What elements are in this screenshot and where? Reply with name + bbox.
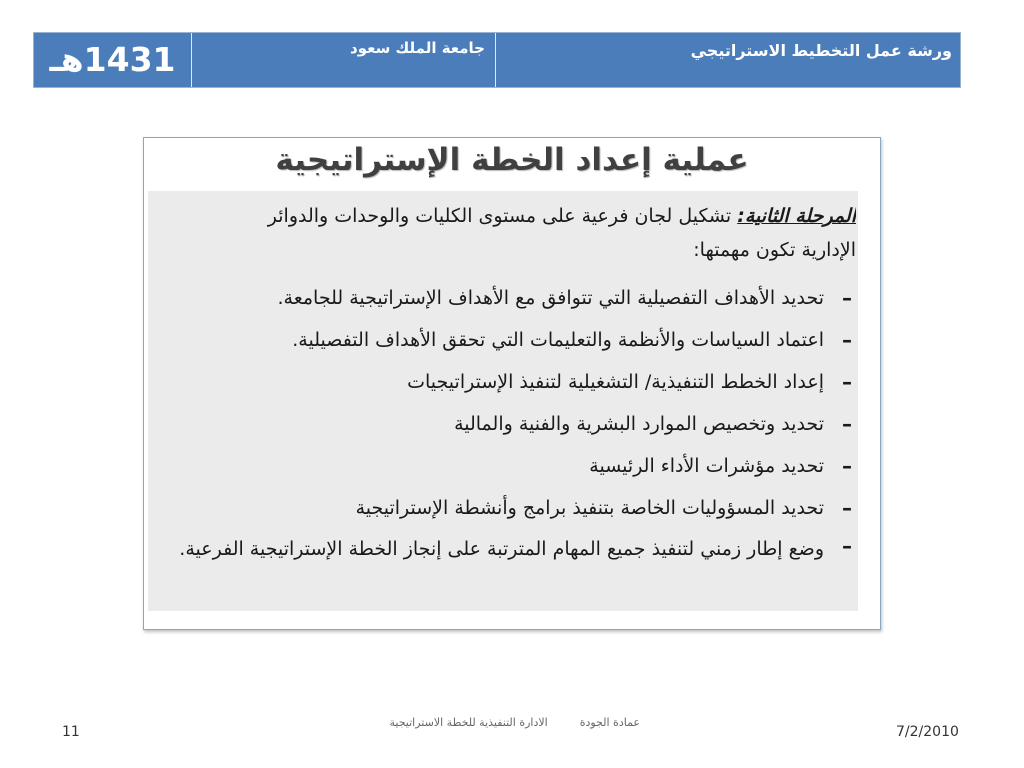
dash-icon: – [842, 534, 852, 558]
content-body [148, 191, 858, 611]
bullet-text: تحديد وتخصيص الموارد البشرية والفنية والمالية [454, 413, 824, 435]
footer-department: عمادة الجودة [579, 716, 640, 729]
header-year: 1431هـ [34, 33, 192, 87]
list-item [148, 319, 858, 361]
list-item [148, 277, 858, 319]
footer-page-number: 11 [62, 724, 80, 740]
dash-icon: – [842, 412, 852, 436]
footer-date: 7/2/2010 [896, 724, 959, 740]
header-workshop-title: ورشة عمل التخطيط الاستراتيجي [690, 41, 952, 60]
list-item [148, 445, 858, 487]
intro-line-2: الإدارية تكون مهمتها: [693, 239, 856, 261]
content-panel [143, 137, 881, 630]
bullet-text: إعداد الخطط التنفيذية/ التشغيلية لتنفيذ الإستراتيجيات [407, 371, 824, 393]
bullet-text: تحديد الأهداف التفصيلية التي تتوافق مع الأهداف الإستراتيجية للجامعة. [277, 287, 824, 309]
intro-text [144, 199, 856, 267]
list-item [148, 403, 858, 445]
slide-title: عملية إعداد الخطة الإستراتيجية [275, 142, 749, 178]
header-bar [33, 32, 961, 88]
dash-icon: – [842, 286, 852, 310]
list-item [148, 361, 858, 403]
header-university: جامعة الملك سعود [192, 33, 496, 87]
list-item [148, 529, 858, 566]
footer-center-text: الادارة التنفيذية للخطة الاستراتيجية [389, 716, 548, 729]
footer-center [380, 713, 640, 733]
intro-line-1 [144, 199, 856, 233]
dash-icon: – [842, 370, 852, 394]
bullet-list [148, 277, 858, 566]
bullet-text: اعتماد السياسات والأنظمة والتعليمات التي تحقق الأهداف التفصيلية. [292, 329, 824, 351]
stage-label: المرحلة الثانية: [737, 205, 856, 227]
intro-line-1-text: تشكيل لجان فرعية على مستوى الكليات والوحدات والدوائر [267, 205, 738, 227]
dash-icon: – [842, 328, 852, 352]
dash-icon: – [842, 454, 852, 478]
bullet-text: تحديد مؤشرات الأداء الرئيسية [589, 455, 824, 477]
bullet-text: وضع إطار زمني لتنفيذ جميع المهام المترتبة على إنجاز الخطة الإستراتيجية الفرعية. [179, 538, 824, 560]
dash-icon: – [842, 496, 852, 520]
list-item [148, 487, 858, 529]
bullet-text: تحديد المسؤوليات الخاصة بتنفيذ برامج وأنشطة الإستراتيجية [355, 497, 824, 519]
